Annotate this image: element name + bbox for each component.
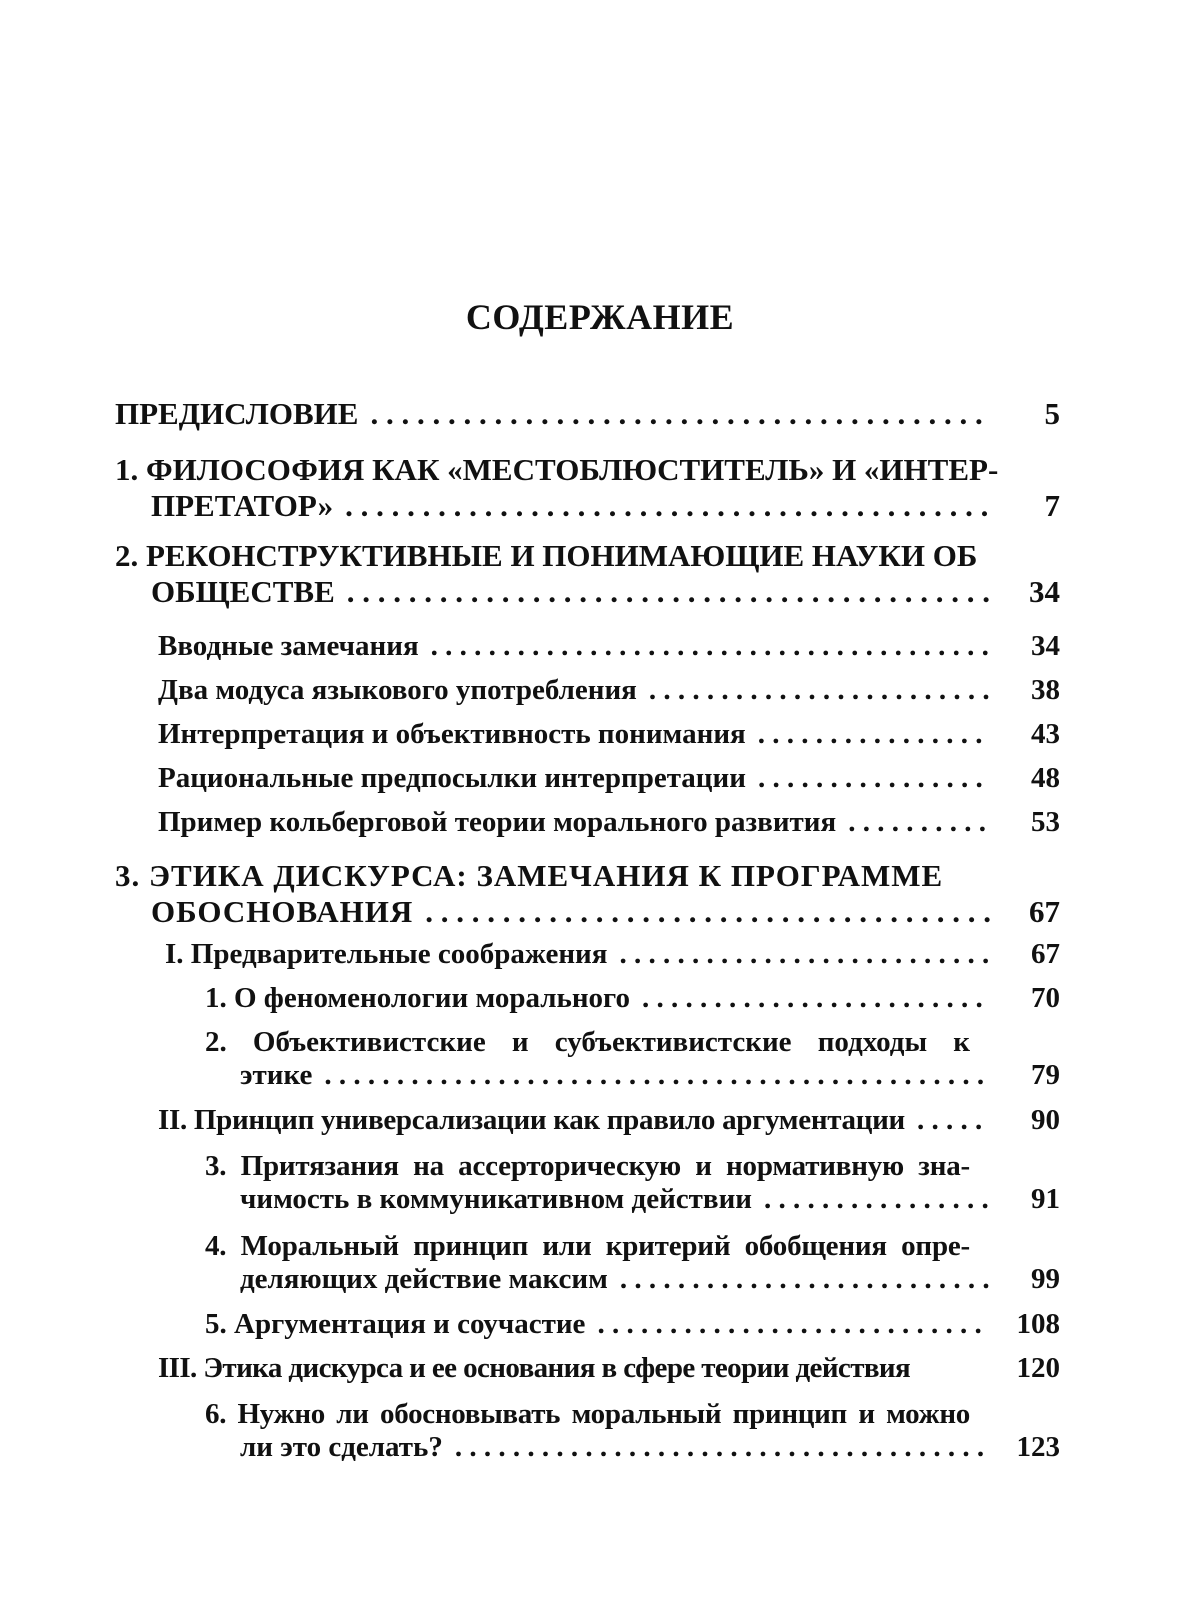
leader-dots (620, 1263, 990, 1296)
toc-entry-title-line-2: ли это сделать? (240, 1431, 443, 1463)
toc-entry-title: Два модуса языкового употребления (158, 674, 637, 706)
toc-entry-title-line-2: этике (240, 1059, 313, 1091)
toc-entry-chapter-2[interactable] (115, 538, 1060, 610)
toc-entry-title-line-1: 4. Моральный принцип или критерий обобщения опре- (205, 1230, 970, 1262)
toc-entry-title: Вводные замечания (158, 630, 419, 662)
toc-entry-title-line-1: 2. Объективистские и субъективистские подходы к (205, 1026, 970, 1058)
toc-entry-title-line-2: деляющих действие максим (240, 1263, 608, 1295)
toc-entry-title: 5. Аргументация и соучастие (205, 1308, 586, 1340)
toc-entry-chapter-1[interactable] (115, 452, 1060, 524)
toc-entry-title-line-1: 6. Нужно ли обосновывать моральный принцип и можно (205, 1398, 970, 1430)
toc-page-number: 48 (1031, 762, 1060, 794)
toc-page-number: 38 (1031, 674, 1060, 706)
toc-entry-title-line-1: 3. ЭТИКА ДИСКУРСА: ЗАМЕЧАНИЯ К ПРОГРАММЕ (115, 858, 944, 893)
toc-entry-title-line-2: ПРЕТАТОР» (151, 488, 334, 523)
toc-page-number: 70 (1031, 982, 1060, 1014)
leader-dots (324, 1059, 990, 1092)
toc-entry-subsection[interactable] (205, 1230, 1060, 1296)
toc-entry-title-line-2: ОБЩЕСТВЕ (151, 574, 335, 609)
leader-dots (597, 1308, 990, 1341)
toc-entry-section[interactable] (158, 674, 1060, 707)
toc-page-number: 5 (1044, 396, 1060, 431)
toc-page-number: 7 (1044, 488, 1060, 523)
toc-page-number: 53 (1031, 806, 1060, 838)
toc-entry-chapter-3[interactable] (115, 858, 1060, 930)
toc-entry-title-line-2: чимость в коммуникативном действии (240, 1183, 752, 1215)
toc-entry-title-line-1: 1. ФИЛОСОФИЯ КАК «МЕСТОБЛЮСТИТЕЛЬ» И «ИНТЕР- (115, 452, 999, 487)
leader-dots (642, 982, 990, 1015)
toc-entry-title: 1. О феноменологии морального (205, 982, 630, 1014)
leader-dots (649, 674, 990, 707)
toc-entry-subsection[interactable] (205, 1308, 1060, 1341)
leader-dots (370, 396, 990, 432)
toc-page-number: 34 (1031, 630, 1060, 662)
toc-entry-title: Пример кольберговой теории морального развития (158, 806, 837, 838)
leader-dots (764, 1183, 990, 1216)
toc-page-number: 123 (1016, 1431, 1060, 1463)
toc-entry-subsection[interactable] (205, 1398, 1060, 1464)
leader-dots (431, 630, 990, 663)
toc-page-number: 90 (1031, 1104, 1060, 1136)
toc-page-number: 43 (1031, 718, 1060, 750)
toc-entry-part-2[interactable] (158, 1104, 1060, 1137)
toc-entry-title-line-1: 2. РЕКОНСТРУКТИВНЫЕ И ПОНИМАЮЩИЕ НАУКИ ОБ (115, 538, 978, 573)
toc-entry-title: Рациональные предпосылки интерпретации (158, 762, 746, 794)
toc-page-number: 67 (1029, 894, 1060, 929)
toc-entry-title-line-2: ОБОСНОВАНИЯ (151, 894, 414, 929)
toc-entry-title: III. Этика дискурса и ее основания в сфере теории действия (158, 1352, 911, 1384)
toc-entry-subsection[interactable] (205, 1150, 1060, 1216)
toc-page-number: 91 (1031, 1183, 1060, 1215)
toc-entry-title: II. Принцип универсализации как правило аргументации (158, 1104, 905, 1136)
leader-dots (425, 894, 990, 930)
toc-page-number: 99 (1031, 1263, 1060, 1295)
toc-entry-title: Интерпретация и объективность понимания (158, 718, 746, 750)
toc-page-number: 108 (1016, 1308, 1060, 1340)
leader-dots (917, 1104, 990, 1137)
leader-dots (347, 574, 990, 610)
toc-page-number: 120 (1016, 1352, 1060, 1384)
leader-dots (619, 938, 990, 971)
toc-entry-title: ПРЕДИСЛОВИЕ (115, 396, 359, 431)
toc-page-number: 34 (1029, 574, 1060, 609)
toc-entry-section[interactable] (158, 718, 1060, 751)
page-title: СОДЕРЖАНИЕ (465, 297, 735, 337)
toc-entry-section[interactable] (158, 762, 1060, 795)
toc-entry-subsection[interactable] (205, 982, 1060, 1015)
toc-entry-subsection[interactable] (205, 1026, 1060, 1092)
toc-page-number: 79 (1031, 1059, 1060, 1091)
toc-page-number: 67 (1031, 938, 1060, 970)
toc-entry-title-line-1: 3. Притязания на ассерторическую и нормативную зна- (205, 1150, 970, 1182)
toc-entry-preface[interactable] (115, 396, 1060, 432)
leader-dots (345, 488, 990, 524)
leader-dots (758, 718, 990, 751)
leader-dots (848, 806, 990, 839)
toc-entry-part-3[interactable] (158, 1352, 1060, 1385)
toc-entry-title: I. Предварительные соображения (165, 938, 608, 970)
toc-entry-section[interactable] (158, 630, 1060, 663)
toc-entry-part-1[interactable] (165, 938, 1060, 971)
leader-dots (758, 762, 990, 795)
toc-entry-section[interactable] (158, 806, 1060, 839)
leader-dots (455, 1431, 990, 1464)
